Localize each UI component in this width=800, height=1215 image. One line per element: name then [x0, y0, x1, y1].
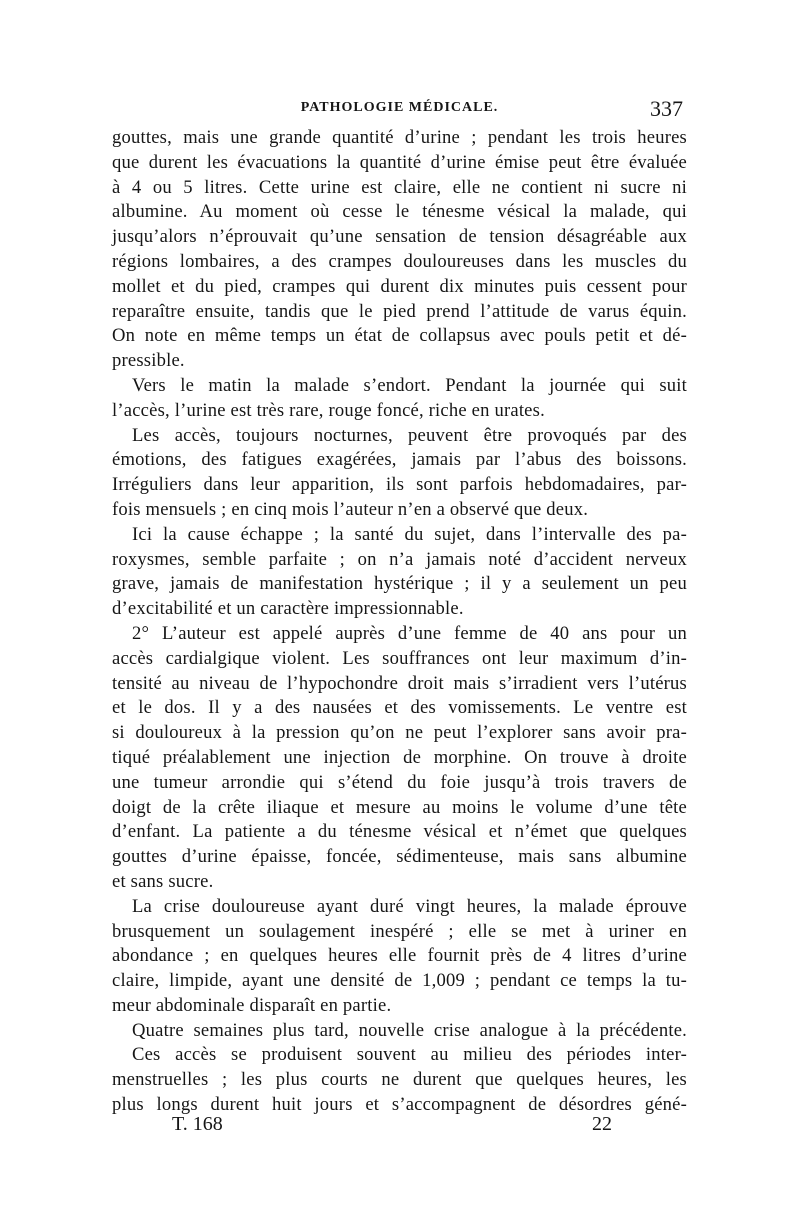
text-line: meur abdominale disparaît en partie.	[112, 994, 392, 1016]
text-line: doigt de la crête iliaque et mesure au moins le volume d’une tête	[112, 796, 687, 818]
text-line: abondance ; en quelques heures elle fournit près de 4 litres d’urine	[112, 945, 687, 967]
body-text	[112, 126, 687, 1118]
text-line: d’excitabilité et un caractère impressionnable.	[112, 598, 464, 620]
text-line: claire, limpide, ayant une densité de 1,009 ; pendant ce temps la tu-	[112, 970, 687, 992]
text-line: pressible.	[112, 350, 185, 372]
text-line: que durent les évacuations la quantité d’urine émise peut être évaluée	[112, 151, 687, 173]
gathering-number: 22	[592, 1113, 612, 1135]
paragraph-3	[112, 424, 687, 523]
text-line: tiqué préalablement une injection de morphine. On trouve à droite	[112, 746, 687, 768]
text-line: gouttes, mais une grande quantité d’urine ; pendant les trois heures	[112, 127, 687, 148]
text-line: une tumeur arrondie qui s’étend du foie jusqu’à trois travers de	[112, 771, 687, 793]
text-line: menstruelles ; les plus courts ne durent que quelques heures, les	[112, 1069, 687, 1091]
text-line: régions lombaires, a des crampes douloureuses dans les muscles du	[112, 250, 687, 272]
text-line: à 4 ou 5 litres. Cette urine est claire, elle ne contient ni sucre ni	[112, 176, 687, 198]
text-line: brusquement un soulagement inespéré ; elle se met à uriner en	[112, 920, 687, 942]
text-line: Quatre semaines plus tard, nouvelle crise analogue à la précédente.	[132, 1019, 687, 1041]
text-line: Ces accès se produisent souvent au milieu des périodes inter-	[132, 1044, 687, 1066]
page-footer	[112, 1113, 687, 1139]
text-line: et le dos. Il y a des nausées et des vomissements. Le ventre est	[112, 697, 687, 719]
text-line: d’enfant. La patiente a du ténesme vésical et n’émet que quelques	[112, 821, 687, 843]
text-line: La crise douloureuse ayant duré vingt heures, la malade éprouve	[132, 895, 687, 917]
text-line: roxysmes, semble parfaite ; on n’a jamais noté d’accident nerveux	[112, 548, 687, 570]
paragraph-2	[112, 374, 687, 424]
paragraph-4	[112, 523, 687, 622]
paragraph-6	[112, 895, 687, 1019]
running-head	[112, 96, 687, 122]
text-line: 2° L’auteur est appelé auprès d’une femme de 40 ans pour un	[132, 622, 687, 644]
text-line: émotions, des fatigues exagérées, jamais par l’abus des boissons.	[112, 449, 687, 471]
paragraph-5	[112, 622, 687, 895]
text-line: On note en même temps un état de collapsus avec pouls petit et dé-	[112, 325, 687, 347]
text-line: jusqu’alors n’éprouvait qu’une sensation de tension désagréable aux	[112, 226, 687, 248]
text-line: Ici la cause échappe ; la santé du sujet, dans l’intervalle des pa-	[132, 523, 687, 545]
text-line: plus longs durent huit jours et s’accompagnent de désordres géné-	[112, 1094, 687, 1116]
text-line: et sans sucre.	[112, 870, 214, 892]
text-line: gouttes d’urine épaisse, foncée, sédimenteuse, mais sans albumine	[112, 846, 687, 868]
text-line: Vers le matin la malade s’endort. Pendant la journée qui suit	[132, 374, 687, 396]
running-title: PATHOLOGIE MÉDICALE.	[300, 100, 499, 115]
text-line: mollet et du pied, crampes qui durent dix minutes puis cessent pour	[112, 275, 687, 297]
paragraph-1	[112, 126, 687, 374]
volume-mark: T. 168	[172, 1113, 223, 1135]
text-line: fois mensuels ; en cinq mois l’auteur n’en a observé que deux.	[112, 498, 589, 520]
paragraph-7	[112, 1019, 687, 1044]
text-line: l’accès, l’urine est très rare, rouge foncé, riche en urates.	[112, 399, 545, 421]
text-line: grave, jamais de manifestation hystérique ; il y a seulement un peu	[112, 573, 687, 595]
paragraph-8	[112, 1043, 687, 1117]
text-line: Irréguliers dans leur apparition, ils sont parfois hebdomadaires, par-	[112, 474, 687, 496]
page-number: 337	[650, 96, 683, 121]
text-line: si douloureux à la pression qu’on ne peut l’explorer sans avoir pra-	[112, 722, 687, 744]
text-line: reparaître ensuite, tandis que le pied prend l’attitude de varus équin.	[112, 300, 687, 322]
text-line: Les accès, toujours nocturnes, peuvent être provoqués par des	[132, 424, 687, 446]
text-line: albumine. Au moment où cesse le ténesme vésical la malade, qui	[112, 201, 687, 223]
text-line: tensité au niveau de l’hypochondre droit mais s’irradient vers l’utérus	[112, 672, 687, 694]
text-line: accès cardialgique violent. Les souffrances ont leur maximum d’in-	[112, 647, 687, 669]
